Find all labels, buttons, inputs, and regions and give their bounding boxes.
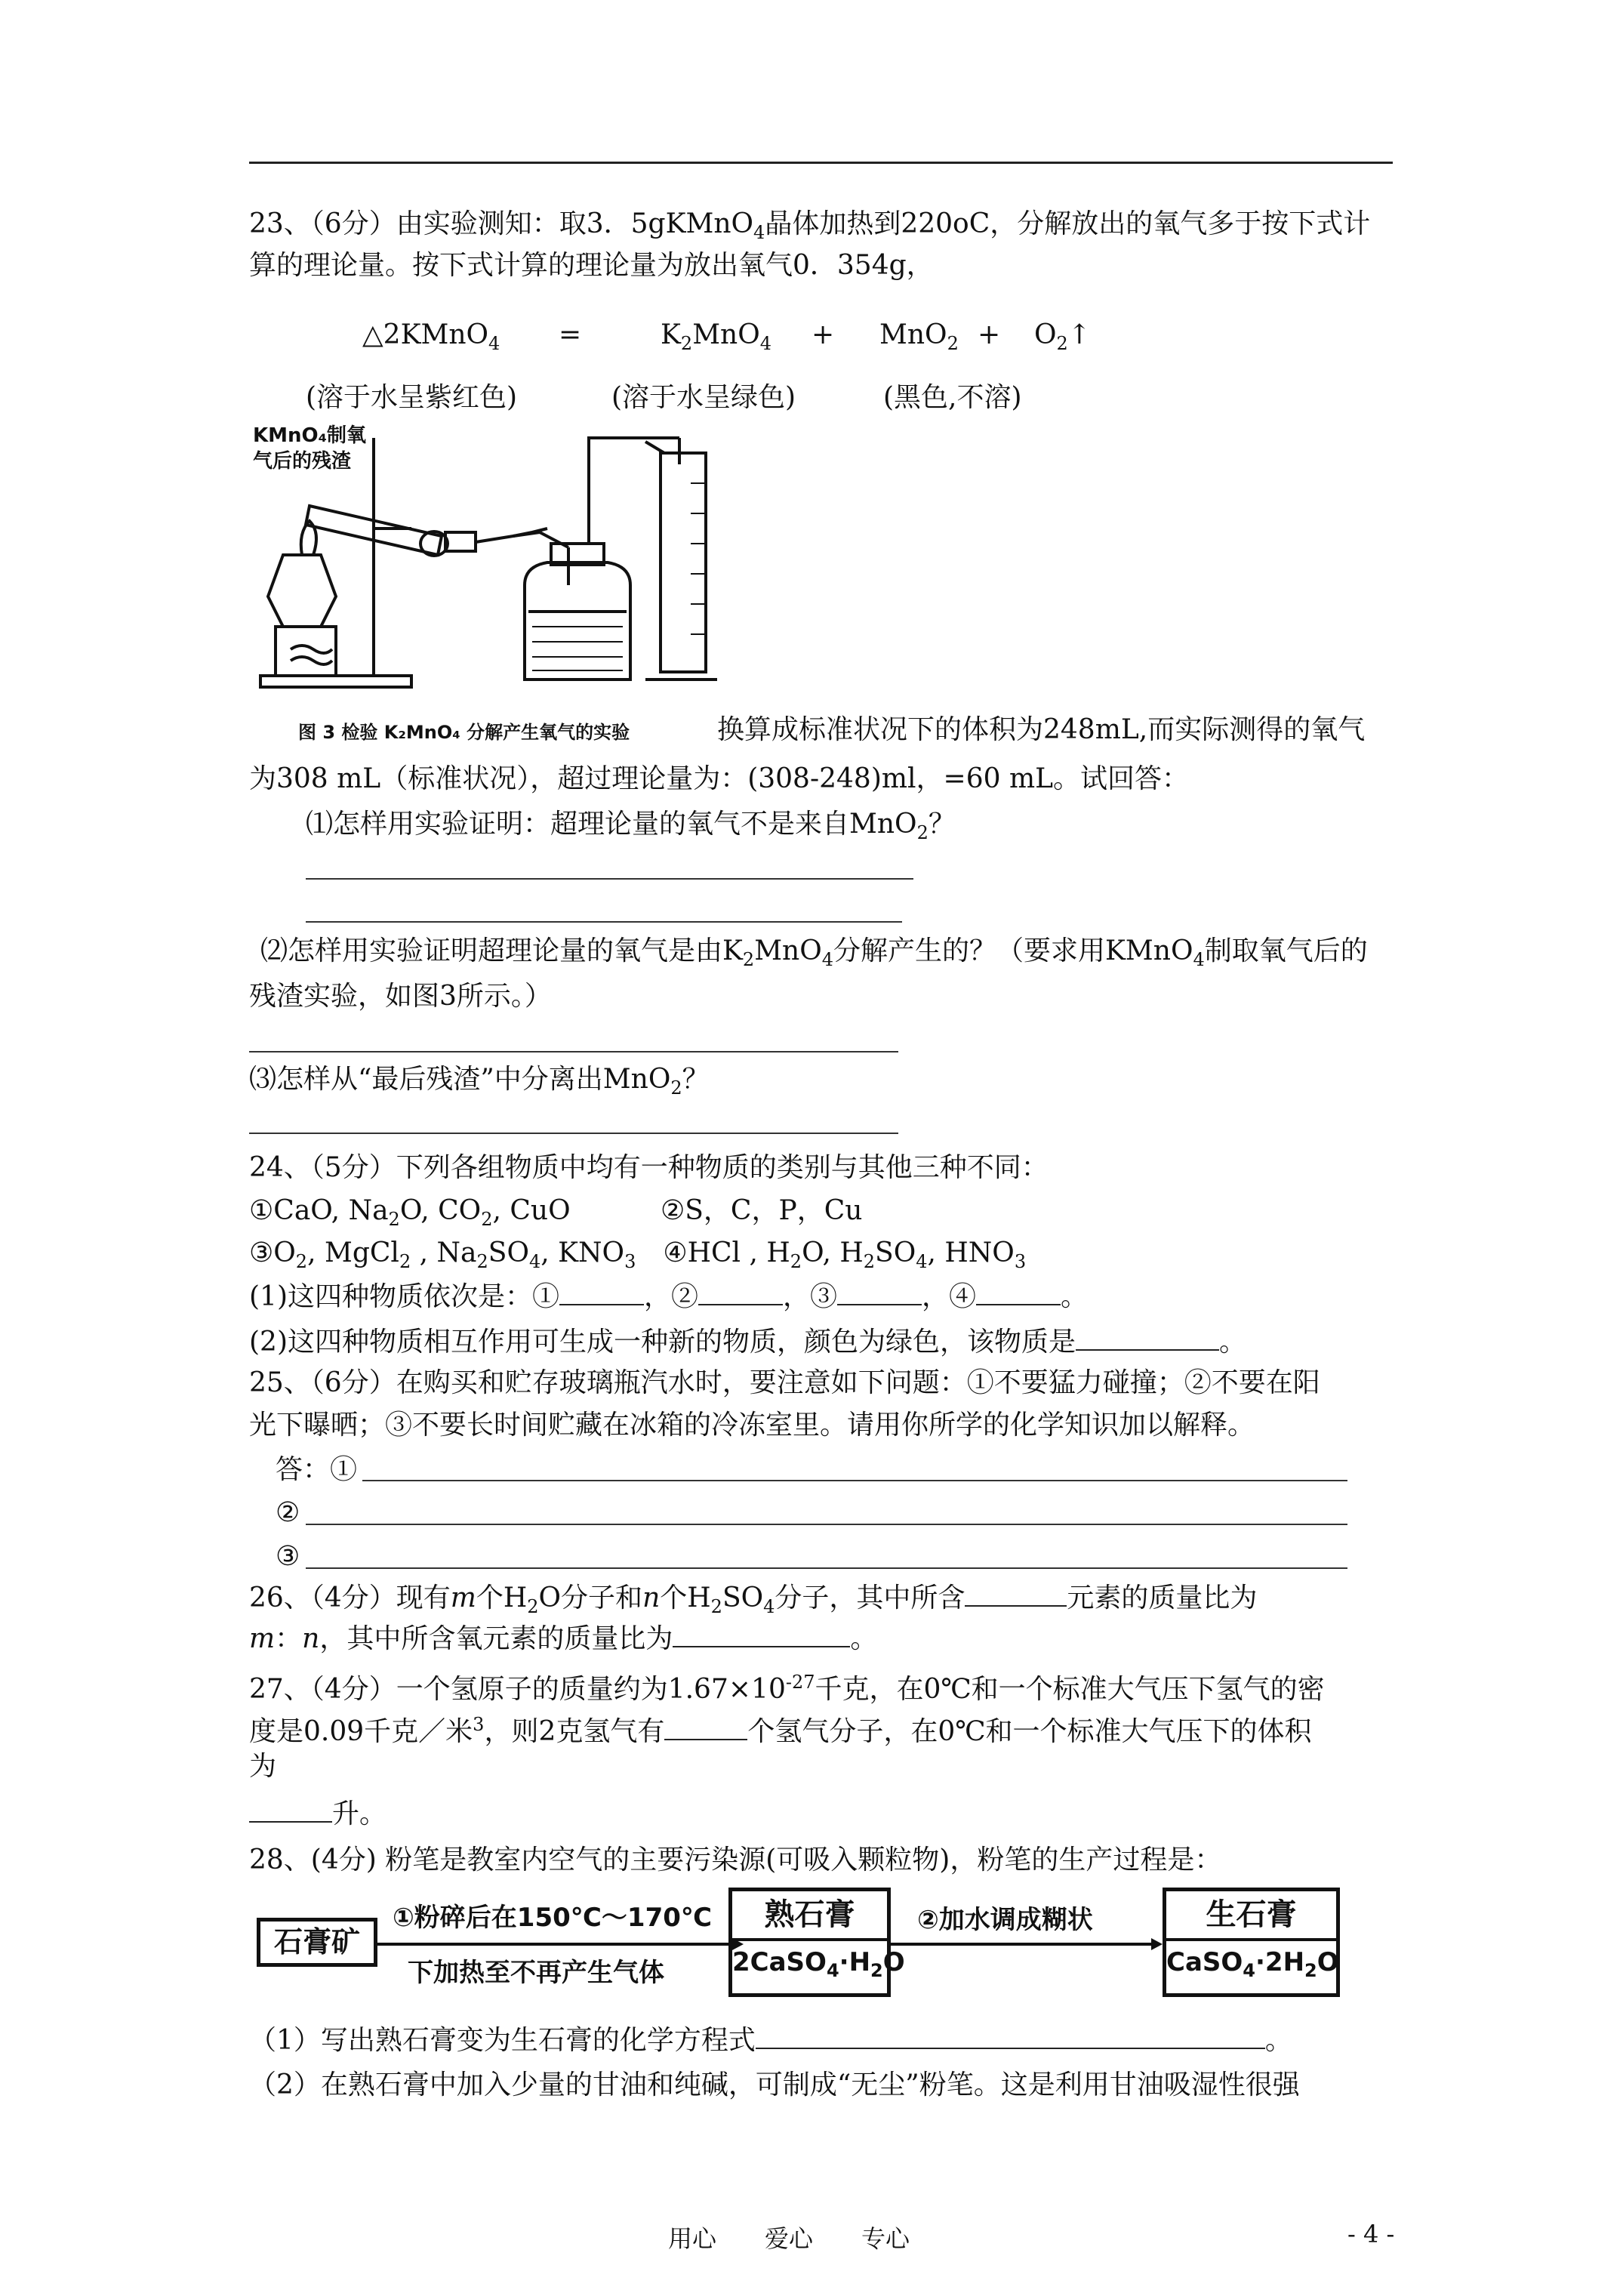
q-text: ，③ — [783, 1281, 838, 1312]
q-text: 元素的质量比为 — [1067, 1583, 1258, 1613]
q25-answer-2: ② — [276, 1497, 300, 1528]
q-text: 。 — [1219, 1327, 1247, 1358]
eq-text: △2KMnO — [362, 319, 489, 350]
q25-line2: 光下曝晒；③不要长时间贮藏在冰箱的冷冻室里。请用你所学的化学知识加以解释。 — [249, 1410, 1255, 1441]
subscript: 4 — [528, 1251, 541, 1273]
q-text: (2)这四种物质相互作用可生成一种新的物质，颜色为绿色，该物质是 — [249, 1327, 1076, 1358]
eq-text: MnO — [879, 319, 947, 350]
q24-group-3-4 — [249, 1237, 1026, 1278]
q-text: , KNO — [540, 1237, 625, 1268]
q-text: （1）写出熟石膏变为生石膏的化学方程式 — [249, 2025, 756, 2056]
step2-label: ②加水调成糊状 — [917, 1905, 1093, 1935]
q-text: ： — [275, 1623, 303, 1654]
answer-line[interactable] — [306, 1567, 1347, 1569]
box-gypsum — [1163, 1888, 1340, 1997]
q23-line2 — [249, 249, 934, 282]
subscript: 2 — [670, 1077, 682, 1099]
q-text: MnO — [754, 935, 822, 966]
subscript: 3 — [624, 1251, 636, 1273]
q-text: O分子和 — [538, 1583, 643, 1613]
subscript: 2 — [710, 1596, 722, 1618]
figure-label-line: 气后的残渣 — [253, 450, 352, 473]
subscript: 2 — [916, 822, 929, 844]
note-purple: (溶于水呈紫红色) — [306, 382, 518, 413]
q28-part-2: （2）在熟石膏中加入少量的甘油和纯碱，可制成“无尘”粉笔。这是利用甘油吸湿性很强 — [249, 2069, 1300, 2100]
subscript: 4 — [826, 1959, 839, 1981]
q23-subquestion-1 — [306, 808, 956, 849]
formula-text: O — [882, 1947, 905, 1977]
q28-title: 28、(4分) 粉笔是教室内空气的主要污染源(可吸入颗粒物)，粉笔的生产过程是： — [249, 1845, 1222, 1875]
q27-line3: 为 — [249, 1751, 277, 1782]
figure-caption: 图 3 检验 K₂MnO₄ 分解产生氧气的实验 — [298, 722, 630, 743]
q-text: ③O — [249, 1237, 296, 1268]
q-text: 度是0.09千克／米 — [249, 1716, 473, 1747]
q25-answer-3: ③ — [276, 1541, 300, 1572]
q-text: 升。 — [332, 1798, 387, 1829]
up-arrow-icon: ↑ — [1067, 319, 1091, 350]
equation-product-o2 — [1034, 319, 1091, 360]
eq-text: MnO — [692, 319, 760, 350]
q-text: ，其中所含氧元素的质量比为 — [319, 1623, 673, 1654]
q-text: O, CO — [399, 1195, 482, 1226]
q-text: 。 — [1264, 2025, 1292, 2056]
q-text: 个H — [660, 1583, 711, 1613]
subscript: 2 — [476, 1251, 488, 1273]
subscript: 2 — [527, 1596, 539, 1618]
subscript: 2 — [870, 1959, 883, 1981]
box-gypsum-ore: 石膏矿 — [257, 1918, 377, 1967]
q-text: ⑴怎样用实验证明：超理论量的氧气不是来自MnO — [306, 809, 917, 840]
q23-volume-line: 为308 mL（标准状况），超过理论量为：(308-248)ml，=60 mL。试回答： — [249, 763, 1189, 794]
q23-text: 算的理论量。按下式计算的理论量为放出氧气0．354g， — [249, 250, 934, 281]
q-text: 分解产生的？（要求用KMnO — [833, 935, 1193, 966]
q28-part-1 — [249, 2023, 1292, 2057]
subscript: 4 — [763, 1596, 775, 1618]
equation-plus: + — [978, 319, 1001, 350]
q26-line1 — [249, 1581, 1257, 1623]
eq-text: O — [1034, 319, 1057, 350]
superscript: -27 — [785, 1672, 815, 1693]
q-text: O, H — [802, 1237, 864, 1268]
q25-line1: 25、（6分）在购买和贮存玻璃瓶汽水时，要注意如下问题：①不要猛力碰撞；②不要在阳 — [249, 1367, 1320, 1398]
var-m: m — [249, 1623, 276, 1654]
q-text: , CuO — [492, 1195, 571, 1226]
answer-line[interactable] — [249, 1133, 898, 1134]
q23-subquestion-2-cont: 残渣实验，如图3所示。） — [249, 981, 552, 1012]
var-m: m — [450, 1583, 476, 1613]
q-text: 。 — [850, 1623, 878, 1654]
formula-text: ·H — [839, 1947, 871, 1977]
q-text: SO — [488, 1237, 529, 1268]
q-text: ，④ — [922, 1281, 977, 1312]
blank-4[interactable] — [976, 1280, 1061, 1305]
arrow-step2 — [891, 1937, 1163, 1952]
subscript: 4 — [916, 1251, 928, 1273]
q-text: ④HCl , H — [663, 1237, 790, 1268]
subscript: 2 — [947, 333, 959, 355]
subscript: 2 — [1056, 333, 1068, 355]
blank-1[interactable] — [559, 1280, 644, 1305]
blank-ratio[interactable] — [673, 1622, 850, 1647]
equation-product-mno2 — [879, 319, 959, 360]
q-text: ，② — [644, 1281, 699, 1312]
answer-line[interactable] — [362, 1480, 1347, 1481]
var-n: n — [642, 1583, 661, 1613]
box-formula — [1166, 1938, 1339, 1992]
q23-after-figure: 换算成标准状况下的体积为248mL,而实际测得的氧气 — [717, 714, 1366, 745]
step1-top-label: ①粉碎后在150℃～170℃ — [393, 1903, 713, 1933]
subscript: 2 — [742, 949, 755, 971]
q24-group-2: ②S，C，P，Cu — [661, 1195, 863, 1226]
note-green: (溶于水呈绿色) — [611, 382, 796, 413]
var-n: n — [302, 1623, 320, 1654]
equation-reactant — [362, 319, 500, 360]
equation-product-k2mno4 — [661, 319, 771, 360]
formula-text: O — [1317, 1947, 1339, 1977]
equation-equals: = — [559, 319, 582, 350]
subscript: 4 — [488, 333, 500, 355]
q-text: ⑶怎样从“最后残渣”中分离出MnO — [249, 1064, 671, 1095]
answer-line[interactable] — [306, 921, 902, 923]
q-text: 27、（4分）一个氢原子的质量约为1.67×10 — [249, 1674, 786, 1705]
figure-label-line: KMnO₄制氧 — [253, 424, 367, 447]
formula-text: ·2H — [1255, 1947, 1305, 1977]
subscript: 4 — [821, 949, 834, 971]
q-text: , Na — [411, 1237, 477, 1268]
q-text: 个H — [476, 1583, 528, 1613]
q-text: ①CaO, Na — [249, 1195, 389, 1226]
blank-2[interactable] — [698, 1280, 783, 1305]
formula-text: CaSO — [1166, 1947, 1243, 1977]
arrow-step1 — [377, 1937, 744, 1952]
q-text: SO — [722, 1583, 764, 1613]
box-plaster — [728, 1888, 905, 1997]
q-text: 。 — [1061, 1281, 1089, 1312]
q24-title: 24、（5分）下列各组物质中均有一种物质的类别与其他三种不同： — [249, 1152, 1049, 1183]
q23-subquestion-3 — [249, 1063, 710, 1105]
blank-equation[interactable] — [756, 2023, 1265, 2049]
q-text: 26、（4分）现有 — [249, 1583, 451, 1613]
q26-line2 — [249, 1622, 877, 1656]
q23-subquestion-2 — [260, 935, 1368, 976]
subscript: 2 — [295, 1251, 308, 1273]
blank-volume[interactable] — [249, 1797, 332, 1823]
footer-motto: 用心 爱心 专心 — [668, 2224, 910, 2253]
q24-part-2 — [249, 1325, 1246, 1359]
q-text: SO — [875, 1237, 916, 1268]
q-text: 个氢气分子，在0℃和一个标准大气压下的体积 — [747, 1716, 1312, 1747]
subscript: 2 — [481, 1209, 493, 1231]
q24-group-1 — [249, 1194, 571, 1236]
subscript: 2 — [399, 1251, 411, 1273]
q-text: ⑵怎样用实验证明超理论量的氧气是由K — [260, 935, 743, 966]
q23-text-rest: 晶体加热到220oC，分解放出的氧气多于按下式计 — [765, 208, 1371, 239]
note-black: (黑色,不溶) — [883, 382, 1022, 413]
answer-line[interactable] — [249, 1051, 898, 1052]
eq-text: K — [661, 319, 681, 350]
q24-part-1 — [249, 1280, 1088, 1314]
q23-text: 23、（6分）由实验测知：取3．5gKMnO — [249, 208, 754, 239]
subscript: 2 — [680, 333, 693, 355]
q-text: 分子，其中所含 — [775, 1583, 965, 1613]
q-text: (1)这四种物质依次是：① — [249, 1281, 559, 1312]
superscript: 3 — [473, 1714, 485, 1735]
q-text: , HNO — [927, 1237, 1015, 1268]
page-number: - 4 - — [1347, 2220, 1395, 2248]
box-formula — [732, 1938, 905, 1992]
blank-substance[interactable] — [1076, 1325, 1219, 1351]
subscript: 2 — [790, 1251, 802, 1273]
equation-plus: + — [812, 319, 835, 350]
subscript: 4 — [753, 222, 765, 244]
subscript: 3 — [1014, 1251, 1027, 1273]
q27-line4 — [249, 1797, 387, 1831]
formula-text: 2CaSO — [732, 1947, 827, 1977]
box-title: 熟石膏 — [764, 1897, 855, 1932]
step1-bottom-label: 下加热至不再产生气体 — [408, 1958, 664, 1988]
q25-answer-1: 答：① — [276, 1454, 358, 1485]
q-text: 制取氧气后的 — [1204, 935, 1368, 966]
q-text: , MgCl — [307, 1237, 399, 1268]
subscript: 2 — [863, 1251, 876, 1273]
q27-line1 — [249, 1666, 1325, 1706]
q-text: ？ — [928, 809, 956, 840]
box-title: 生石膏 — [1206, 1897, 1297, 1932]
answer-line[interactable] — [306, 1524, 1347, 1525]
figure-label — [253, 423, 366, 474]
blank-molecules[interactable] — [664, 1715, 747, 1740]
subscript: 2 — [1304, 1959, 1317, 1981]
answer-line[interactable] — [306, 878, 913, 880]
subscript: 4 — [1243, 1959, 1255, 1981]
q-text: 千克，在0℃和一个标准大气压下氢气的密 — [815, 1674, 1325, 1705]
header-rule — [249, 162, 1393, 164]
q23-line1 — [249, 208, 1370, 249]
subscript: 2 — [388, 1209, 400, 1231]
q27-line2 — [249, 1708, 1312, 1749]
q-text: ？ — [682, 1064, 710, 1095]
blank-3[interactable] — [837, 1280, 922, 1305]
subscript: 4 — [1193, 949, 1205, 971]
blank-element[interactable] — [965, 1581, 1067, 1607]
q-text: ，则2克氢气有 — [484, 1716, 665, 1747]
subscript: 4 — [759, 333, 772, 355]
